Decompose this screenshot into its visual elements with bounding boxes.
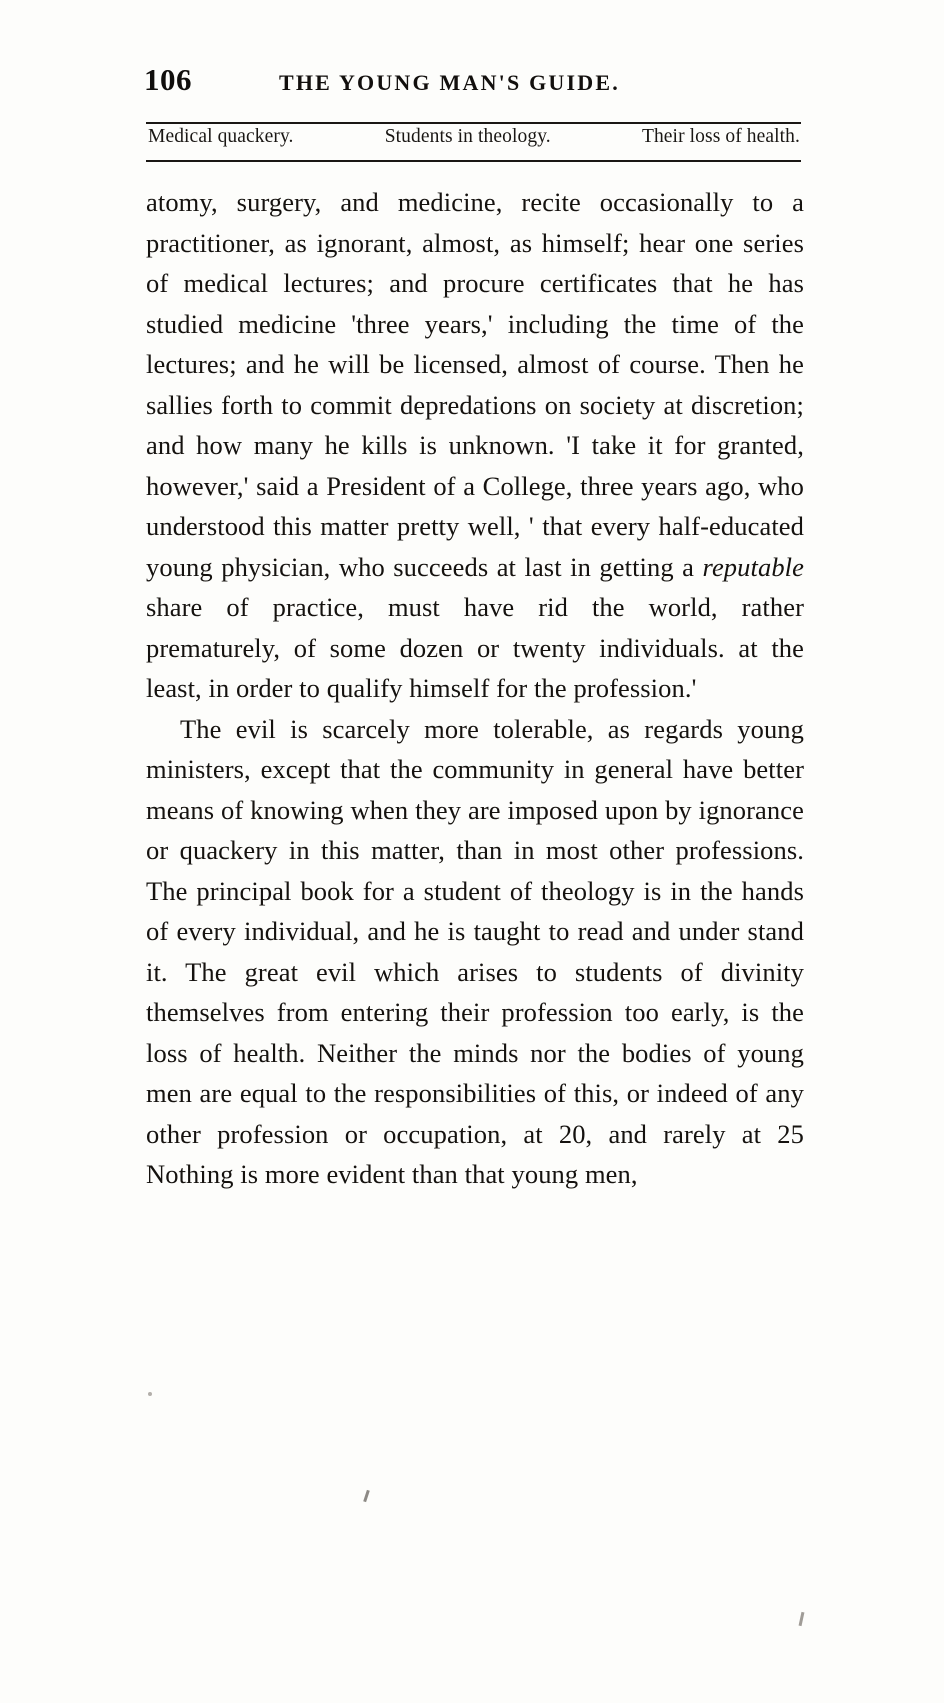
paragraph-2-text: The evil is scarcely more tolerable, as regards young ministers, except that the community in general have better means of knowing when they are imposed upon by ignorance or quackery in this matter, than in most other professions. The principal book for a student of theology is in the hands of every individual, and he is taught to read and under stand it. The great evil which arises to students of divinity themselves from entering their profession too early, is the loss of health. Neither the minds nor the bodies of young men are equal to the responsibilities of this, or indeed of any other profession or occupation, at 20, and rarely at 25 Nothing is more evident than that young men, <box>146 713 804 1189</box>
subhead-students-in-theology: Students in theology. <box>384 126 551 147</box>
page-body <box>146 182 804 1195</box>
header-rule-bottom <box>146 160 801 162</box>
paragraph-1-italic: reputable <box>702 551 804 582</box>
header-rule-top <box>146 122 801 124</box>
print-speck-2 <box>799 1612 805 1626</box>
print-speck-3 <box>148 1392 152 1396</box>
page-number: 106 <box>144 62 192 97</box>
paragraph-1 <box>146 182 804 709</box>
print-speck-1 <box>363 1490 370 1502</box>
running-title: THE YOUNG MAN'S GUIDE. <box>279 70 620 95</box>
paragraph-1-text: atomy, surgery, and medicine, recite occasionally to a practitioner, as ignorant, almost, as himself; hear one series of medical lectures; and procure certificates that he has studied medicine 'three years,' including the time of the lectures; and he will be licensed, almost of course. Then he sallies forth to commit depredations on society at discretion; and how many he kills is unknown. 'I take it for granted, however,' said a President of a College, three years ago, who understood this matter pretty well, ' that every half-educated young physician, who succeeds at last in getting a <box>146 187 804 582</box>
subhead-row <box>148 126 800 148</box>
subhead-their-loss-of-health: Their loss of health. <box>641 126 800 147</box>
page-header <box>144 62 804 98</box>
paragraph-2 <box>146 709 804 1195</box>
paragraph-1-text-after: share of practice, must have rid the world, rather prematurely, of some dozen or twenty individuals. at the least, in order to qualify himself for the profession.' <box>146 592 804 703</box>
subhead-medical-quackery: Medical quackery. <box>148 126 294 147</box>
